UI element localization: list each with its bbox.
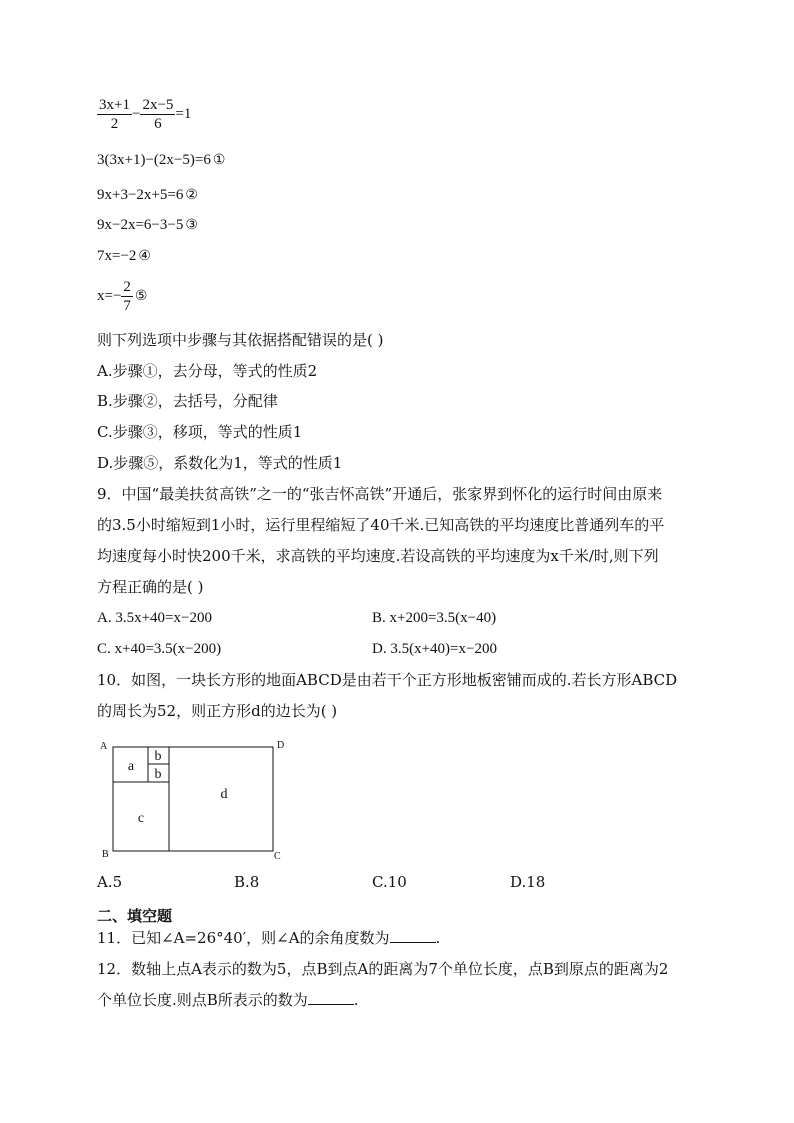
fraction-right <box>140 96 175 133</box>
q8-prompt: 则下列选项中步骤与其依据搭配错误的是( ) <box>97 331 384 349</box>
fraction-right-numerator: 2x−5 <box>142 97 174 113</box>
q10-option-c: C.10 <box>372 873 407 891</box>
step-5-numerator: 2 <box>123 279 131 295</box>
q8-option-a: A.步骤①，去分母，等式的性质2 <box>97 362 318 380</box>
step-5-fraction <box>121 278 133 315</box>
q9-option-d: D. 3.5(x+40)=x−200 <box>372 641 497 657</box>
q11-line <box>97 928 440 948</box>
square-a-label: a <box>127 759 135 774</box>
q10-line-2: 的周长为52，则正方形d的边长为( ) <box>97 702 338 720</box>
equation-step-2 <box>97 185 198 206</box>
q10-option-b: B.8 <box>234 873 260 891</box>
step-2-mark: ② <box>185 188 198 203</box>
minus-sign: − <box>131 105 141 122</box>
equation-step-5 <box>97 278 147 315</box>
step-1-expression: 3(3x+1)−(2x−5)=6 <box>97 152 211 168</box>
q9-line-4: 方程正确的是( ) <box>97 578 204 596</box>
step-3-expression: 9x−2x=6−3−5 <box>97 217 184 233</box>
q12-line-2 <box>97 990 359 1010</box>
step-3-mark: ③ <box>185 218 198 233</box>
step-4-mark: ④ <box>138 249 151 264</box>
fraction-left-denominator: 2 <box>110 116 119 132</box>
q9-option-b: B. x+200=3.5(x−40) <box>372 610 497 626</box>
fraction-left-numerator: 3x+1 <box>99 97 130 113</box>
square-d-label: d <box>220 787 228 802</box>
corner-b-label: B <box>102 849 109 860</box>
q11-period: . <box>435 929 441 947</box>
q9-line-3: 均速度每小时快200千米，求高铁的平均速度.若设高铁的平均速度为x千米/时,则下列 <box>97 547 659 565</box>
q10-option-a: A.5 <box>97 873 123 891</box>
step-5-denominator: 7 <box>123 298 131 314</box>
fraction-right-denominator: 6 <box>154 116 162 132</box>
equation-step-0 <box>97 96 191 133</box>
q10-rectangle-figure <box>96 736 296 864</box>
q9-line-2: 的3.5小时缩短到1小时，运行里程缩短了40千米.已知高铁的平均速度比普通列车的平 <box>97 516 665 534</box>
equation-step-4 <box>97 246 151 267</box>
q11-answer-blank[interactable] <box>390 928 436 943</box>
q12-text: 个单位长度.则点B所表示的数为 <box>97 991 308 1009</box>
step-4-expression: 7x=−2 <box>97 248 137 264</box>
equation-step-3 <box>97 215 198 236</box>
square-b1-label: b <box>154 749 162 764</box>
q9-line-1: 9．中国“最美扶贫高铁”之一的“张吉怀高铁”开通后，张家界到怀化的运行时间由原来 <box>97 485 663 503</box>
fraction-left <box>97 96 132 133</box>
corner-a-label: A <box>100 741 108 752</box>
square-c-label: c <box>137 811 145 826</box>
step-2-expression: 9x+3−2x+5=6 <box>97 187 184 203</box>
section-title: 二、填空题 <box>97 907 173 925</box>
corner-d-label: D <box>277 740 285 751</box>
q8-option-b: B.步骤②，去括号，分配律 <box>97 392 278 410</box>
q10-option-d: D.18 <box>510 873 546 891</box>
q9-option-a: A. 3.5x+40=x−200 <box>97 610 212 626</box>
q8-option-d: D.步骤⑤，系数化为1，等式的性质1 <box>97 454 343 472</box>
step-5-lhs: x=− <box>97 287 122 304</box>
q11-text: 11．已知∠A=26°40′，则∠A的余角度数为 <box>97 929 390 947</box>
corner-c-label: C <box>274 851 281 862</box>
step-5-mark: ⑤ <box>134 288 148 304</box>
step-1-mark: ① <box>212 153 226 168</box>
q12-period: . <box>353 991 359 1009</box>
equation-step-1 <box>97 150 225 171</box>
equation-rhs: =1 <box>175 105 192 122</box>
rectangle-abcd <box>113 747 273 851</box>
q8-option-c: C.步骤③，移项，等式的性质1 <box>97 423 303 441</box>
square-b2-label: b <box>154 767 162 782</box>
q12-line-1: 12．数轴上点A表示的数为5，点B到点A的距离为7个单位长度，点B到原点的距离为2 <box>97 960 669 978</box>
q12-answer-blank[interactable] <box>308 990 354 1005</box>
q9-option-c: C. x+40=3.5(x−200) <box>97 641 222 657</box>
q10-line-1: 10．如图，一块长方形的地面ABCD是由若干个正方形地板密铺而成的.若长方形ABCD <box>97 671 678 689</box>
